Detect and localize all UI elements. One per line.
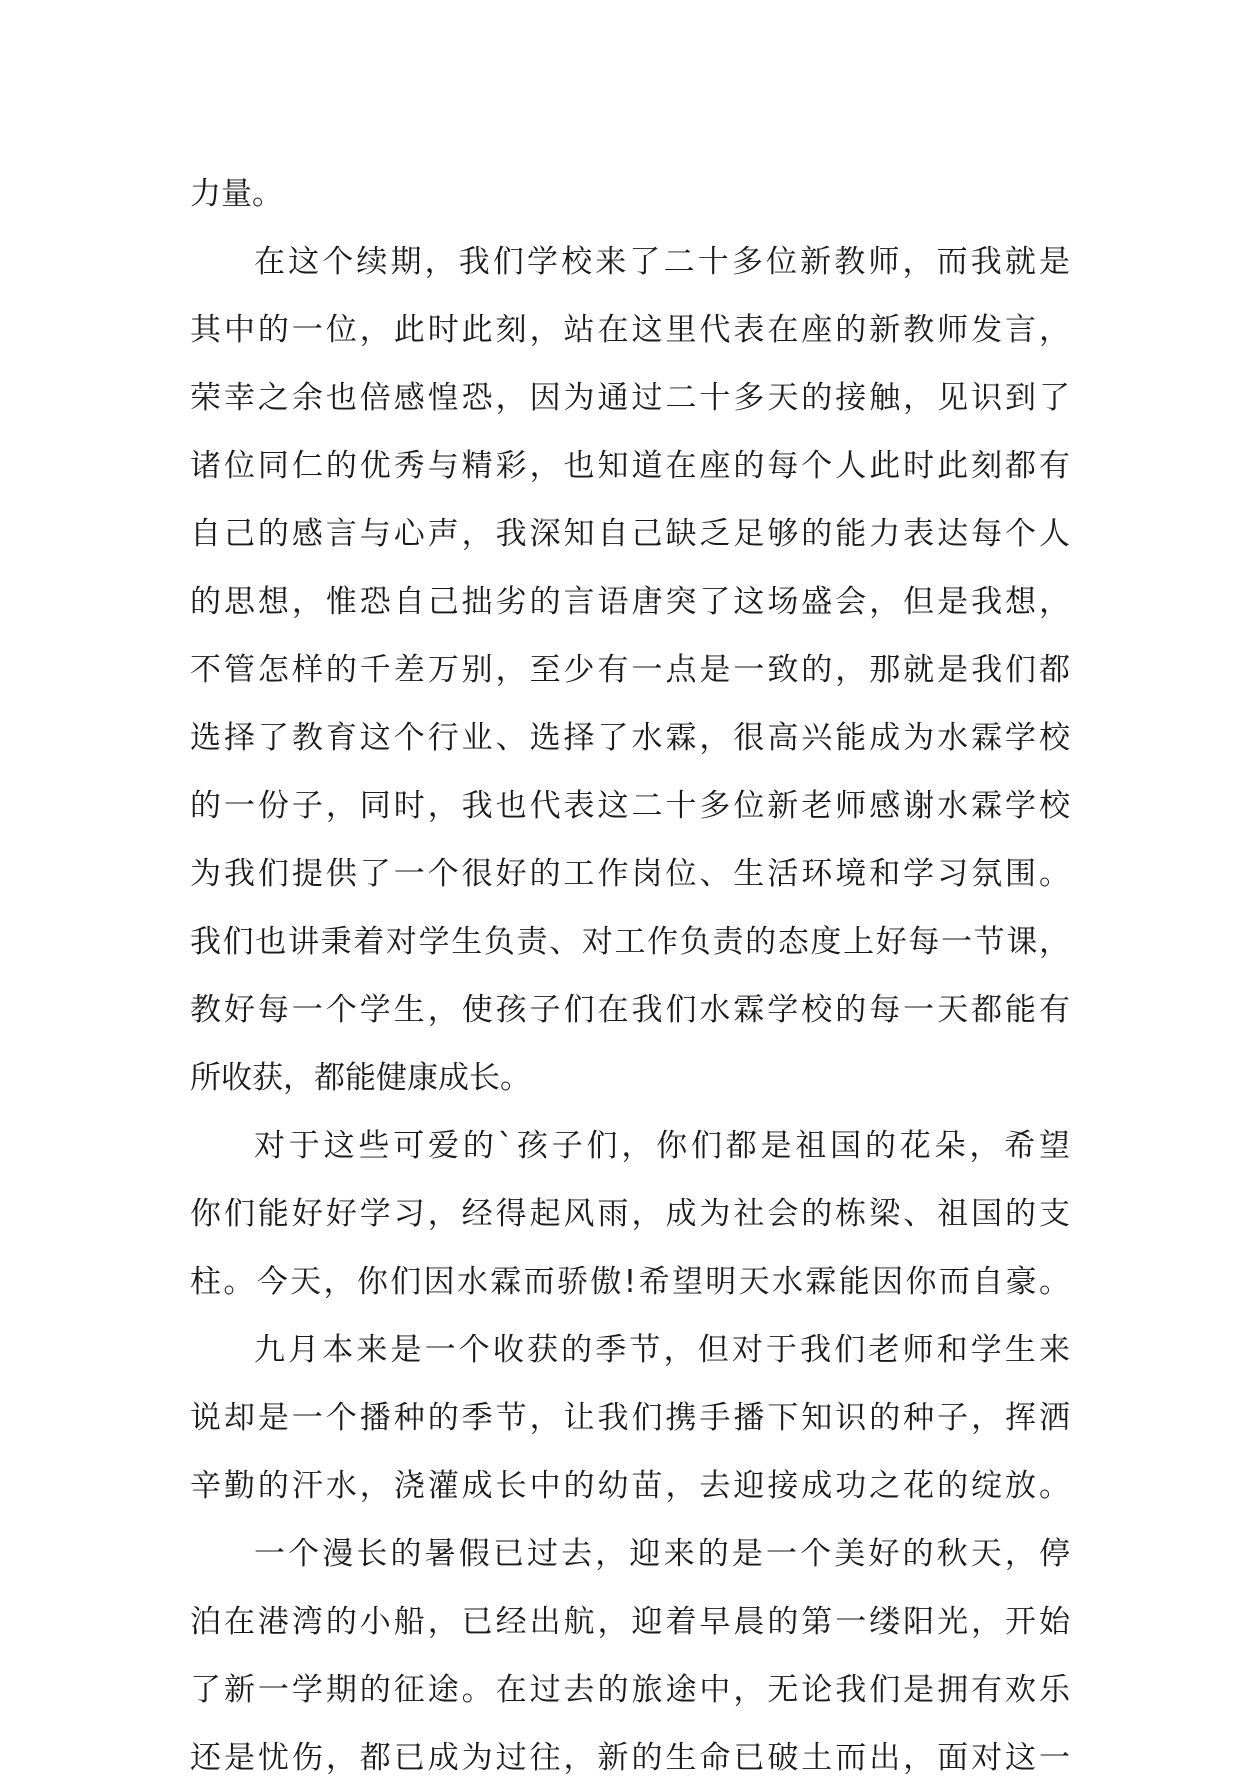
text-line: 了新一学期的征途。在过去的旅途中，无论我们是拥有欢乐: [190, 1672, 1070, 1708]
text-line: 泊在港湾的小船，已经出航，迎着早晨的第一缕阳光，开始: [190, 1604, 1070, 1640]
text-line: 其中的一位，此时此刻，站在这里代表在座的新教师发言，: [190, 312, 1070, 348]
text-line: 柱。今天，你们因水霖而骄傲!希望明天水霖能因你而自豪。: [190, 1264, 1070, 1300]
text-line: 对于这些可爱的`孩子们，你们都是祖国的花朵，希望: [254, 1128, 1070, 1164]
text-line: 力量。: [190, 176, 283, 212]
text-line: 九月本来是一个收获的季节，但对于我们老师和学生来: [254, 1332, 1070, 1368]
text-line: 不管怎样的千差万别，至少有一点是一致的，那就是我们都: [190, 652, 1070, 688]
text-line: 说却是一个播种的季节，让我们携手播下知识的种子，挥洒: [190, 1400, 1070, 1436]
text-line: 为我们提供了一个很好的工作岗位、生活环境和学习氛围。: [190, 856, 1070, 892]
text-line: 荣幸之余也倍感惶恐，因为通过二十多天的接触，见识到了: [190, 380, 1070, 416]
text-line: 的一份子，同时，我也代表这二十多位新老师感谢水霖学校: [190, 788, 1070, 824]
text-line: 在这个续期，我们学校来了二十多位新教师，而我就是: [254, 244, 1070, 280]
text-line: 我们也讲秉着对学生负责、对工作负责的态度上好每一节课，: [190, 924, 1070, 960]
text-line: 诸位同仁的优秀与精彩，也知道在座的每个人此时此刻都有: [190, 448, 1070, 484]
text-line: 的思想，惟恐自己拙劣的言语唐突了这场盛会，但是我想，: [190, 584, 1070, 620]
text-line: 你们能好好学习，经得起风雨，成为社会的栋梁、祖国的支: [190, 1196, 1070, 1232]
text-line: 选择了教育这个行业、选择了水霖，很高兴能成为水霖学校: [190, 720, 1070, 756]
text-line: 一个漫长的暑假已过去，迎来的是一个美好的秋天，停: [254, 1536, 1070, 1572]
text-line: 辛勤的汗水，浇灌成长中的幼苗，去迎接成功之花的绽放。: [190, 1468, 1070, 1504]
text-line: 自己的感言与心声，我深知自己缺乏足够的能力表达每个人: [190, 516, 1070, 552]
text-line: 还是忧伤，都已成为过往，新的生命已破土而出，面对这一: [190, 1740, 1070, 1776]
text-line: 教好每一个学生，使孩子们在我们水霖学校的每一天都能有: [190, 992, 1070, 1028]
body-text: [190, 160, 1070, 1792]
text-line: 所收获，都能健康成长。: [190, 1060, 531, 1096]
